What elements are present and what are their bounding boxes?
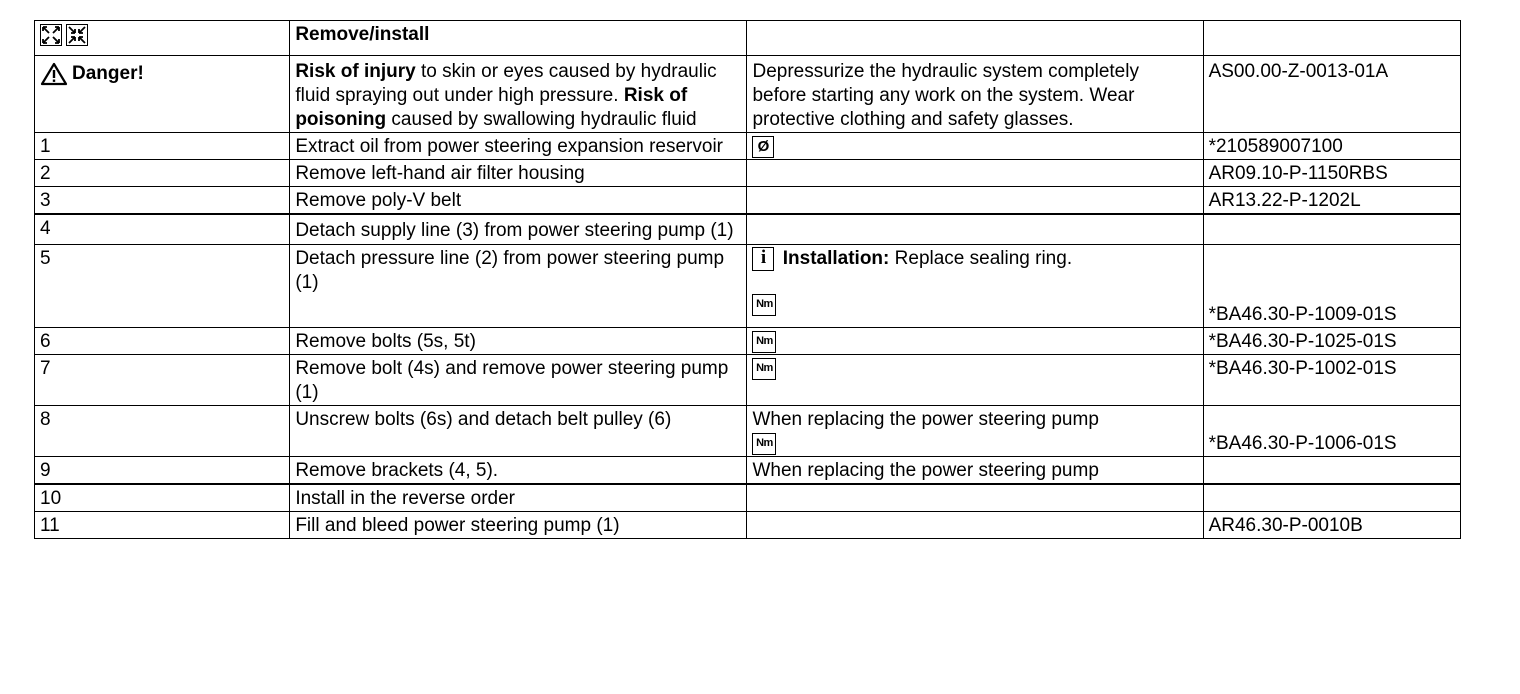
table-row: 9 Remove brackets (4, 5). When replacing the power steering pump [35,457,1461,485]
table-row: 7 Remove bolt (4s) and remove power steering pump (1) Nm *BA46.30-P-1002-01S [35,355,1461,406]
table-row: 4 Detach supply line (3) from power steering pump (1) [35,214,1461,245]
torque-nm-icon[interactable]: Nm [752,433,776,455]
danger-label: Danger! [72,63,144,84]
danger-ref[interactable]: AS00.00-Z-0013-01A [1203,56,1460,133]
expand-icon[interactable] [40,24,62,46]
danger-measure: Depressurize the hydraulic system completely before starting any work on the system. Wear protective clothing and safety glasses. [747,56,1203,133]
table-row: 1 Extract oil from power steering expansion reservoir Ø *210589007100 [35,133,1461,160]
table-row: 6 Remove bolts (5s, 5t) Nm *BA46.30-P-1025-01S [35,328,1461,355]
table-row: 2 Remove left-hand air filter housing AR09.10-P-1150RBS [35,160,1461,187]
table-row: 8 Unscrew bolts (6s) and detach belt pulley (6) When replacing the power steering pump Nm *BA46.30-P-1006-01S [35,406,1461,457]
info-icon: i [752,247,774,271]
header-row [35,21,1461,56]
special-tool-icon[interactable]: Ø [752,136,774,158]
torque-nm-icon[interactable]: Nm [752,294,776,316]
expand-collapse-cell [35,21,290,56]
table-row: 11 Fill and bleed power steering pump (1) AR46.30-P-0010B [35,512,1461,539]
danger-row [35,56,1461,133]
danger-risk-text: Risk of injury to skin or eyes caused by hydraulic fluid spraying out under high pressure. Risk of poisoning caused by swallowing hydraulic fluid [290,56,747,133]
torque-nm-icon[interactable]: Nm [752,331,776,353]
table-row: 5 Detach pressure line (2) from power steering pump (1) i Installation: Replace sealing ring. Nm *BA46.30-P-1009-01S [35,245,1461,328]
torque-nm-icon[interactable]: Nm [752,358,776,380]
warning-triangle-icon [40,62,68,86]
collapse-icon[interactable] [66,24,88,46]
table-row: 10 Install in the reverse order [35,484,1461,512]
table-row: 3 Remove poly-V belt AR13.22-P-1202L [35,187,1461,215]
header-title: Remove/install [290,21,747,56]
procedure-table [34,20,1461,539]
